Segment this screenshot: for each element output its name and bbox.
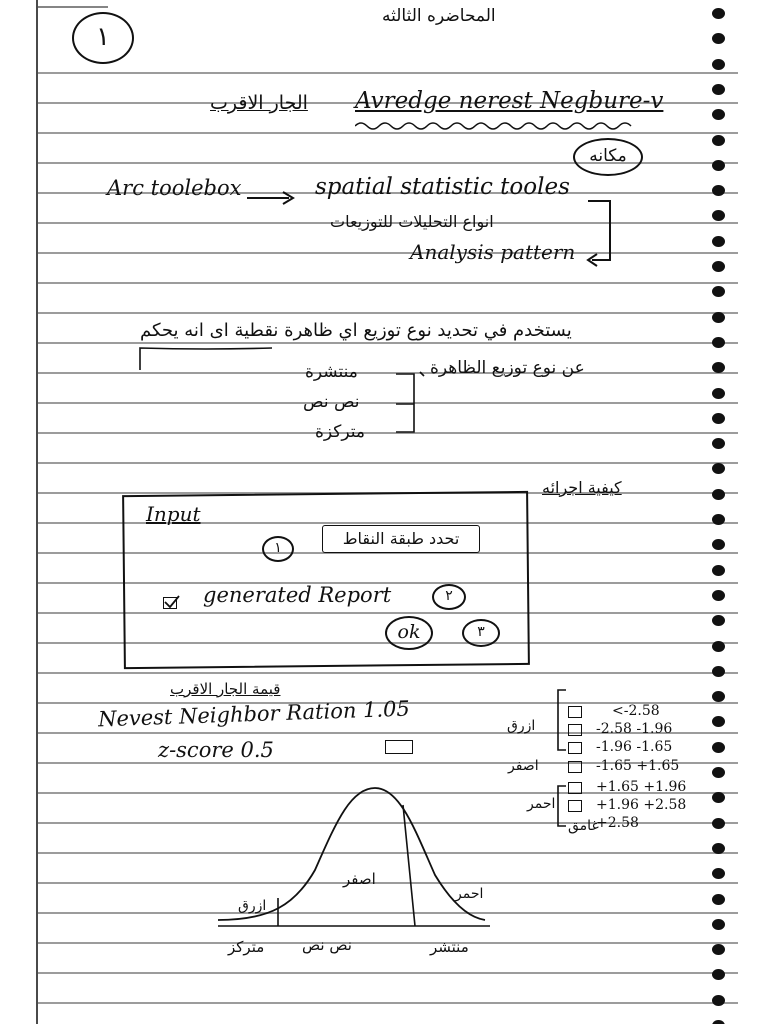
spiral-hole	[712, 995, 725, 1006]
curve-label-left: ازرق	[238, 898, 267, 914]
spiral-hole	[712, 565, 725, 576]
page-number: ١	[72, 12, 134, 64]
analysis-types-note: انواع التحليلات للتوزيعات	[330, 212, 494, 231]
curve-bottom-right: منتشر	[430, 938, 469, 956]
ruled-line	[38, 282, 738, 284]
arc-toolbox-text: Arc toolebox	[107, 176, 242, 200]
usage-line-1: يستخدم في تحديد نوع توزيع اي ظاهرة نقطية اى انه يحكم	[140, 320, 572, 341]
spiral-hole	[712, 109, 725, 120]
ruled-line	[38, 252, 738, 254]
spiral-hole	[712, 236, 725, 247]
legend-swatch	[568, 800, 582, 812]
spiral-hole	[712, 261, 725, 272]
spiral-hole	[712, 1020, 725, 1024]
spiral-hole	[712, 413, 725, 424]
legend-range: +1.65 +1.96	[596, 779, 687, 795]
spiral-hole	[712, 615, 725, 626]
ruled-line	[38, 132, 738, 134]
zscore-text: z-score 0.5	[158, 738, 274, 762]
legend-range: -1.96 -1.65	[596, 739, 673, 755]
step-1-number: ١	[262, 536, 294, 562]
curve-bottom-center: نص نص	[302, 936, 352, 954]
spiral-hole	[712, 84, 725, 95]
dark-note: غامق	[568, 818, 599, 834]
legend-range: +2.58	[596, 815, 639, 831]
title-english: Avredge nerest Negbure-v	[355, 88, 664, 114]
legend-range: +1.96 +2.58	[596, 797, 687, 813]
legend-range: -2.58 -1.96	[596, 721, 673, 737]
spiral-hole	[712, 919, 725, 930]
spiral-hole	[712, 590, 725, 601]
types-bracket-icon	[392, 368, 432, 440]
spiral-hole	[712, 666, 725, 677]
red-label: احمر	[527, 796, 556, 812]
spiral-hole	[712, 185, 725, 196]
spiral-hole	[712, 767, 725, 778]
analysis-pattern-text: Analysis pattern	[410, 240, 576, 264]
spiral-hole	[712, 691, 725, 702]
spatial-tools-text: spatial statistic tooles	[315, 174, 570, 200]
ok-button-sketch: ok	[385, 616, 433, 650]
ruled-line	[38, 72, 738, 74]
step-3-number: ٣	[462, 619, 500, 647]
spiral-hole	[712, 818, 725, 829]
spiral-hole	[712, 868, 725, 879]
spiral-hole	[712, 969, 725, 980]
method-label: كيفية اجرائه	[542, 478, 622, 497]
spiral-hole	[712, 160, 725, 171]
nn-ratio-text: Nevest Neighbor Ration 1.05	[97, 696, 411, 732]
tag-makanah: مكانه	[573, 138, 643, 176]
lecture-header: المحاضره الثالثه	[382, 6, 496, 26]
spiral-hole	[712, 539, 725, 550]
spiral-hole	[712, 716, 725, 727]
ruled-line	[38, 672, 738, 674]
legend-brackets	[546, 688, 570, 838]
usage-line-2: عن نوع توزيع الظاهرة	[430, 358, 585, 378]
ruled-line	[38, 462, 738, 464]
curve-label-right: احمر	[455, 886, 484, 902]
legend-swatch	[568, 742, 582, 754]
margin-line	[36, 0, 38, 1024]
spiral-hole	[712, 59, 725, 70]
spiral-hole	[712, 210, 725, 221]
legend-swatch	[568, 724, 582, 736]
spiral-hole	[712, 641, 725, 652]
spiral-hole	[712, 742, 725, 753]
generated-report-text: generated Report	[203, 583, 392, 607]
ruled-line	[38, 432, 738, 434]
top-rule	[38, 6, 108, 8]
spiral-hole	[712, 514, 725, 525]
spiral-hole	[712, 33, 725, 44]
bracket-arrow-icon	[584, 196, 618, 270]
legend-range: <-2.58	[612, 703, 660, 719]
spiral-hole	[712, 337, 725, 348]
spiral-hole	[712, 135, 725, 146]
curve-bottom-left: متركز	[228, 938, 265, 956]
arrow-right-icon	[245, 186, 297, 206]
ruled-line	[38, 972, 738, 974]
ruled-line	[38, 402, 738, 404]
spiral-hole	[712, 463, 725, 474]
spiral-hole	[712, 438, 725, 449]
underline-usage	[136, 344, 276, 374]
result-value-label: قيمة الجار الاقرب	[170, 680, 281, 698]
blue-label: ازرق	[507, 718, 536, 734]
spiral-hole	[712, 843, 725, 854]
zscore-swatch	[385, 740, 413, 754]
distribution-type-2: نص نص	[303, 392, 360, 412]
ruled-line	[38, 312, 738, 314]
ruled-line	[38, 1002, 738, 1004]
normal-curve-sketch	[210, 780, 510, 940]
input-label: Input	[146, 502, 201, 526]
spiral-hole	[712, 286, 725, 297]
spiral-hole	[712, 792, 725, 803]
distribution-type-3: متركزة	[315, 422, 365, 442]
legend-swatch	[568, 761, 582, 773]
spiral-hole	[712, 388, 725, 399]
legend-swatch	[568, 706, 582, 718]
step-2-number: ٢	[432, 584, 466, 610]
check-mark-icon	[163, 594, 181, 610]
legend-swatch	[568, 782, 582, 794]
wavy-underline	[355, 120, 640, 132]
curve-label-center: اصفر	[343, 870, 376, 888]
distribution-type-1: منتشرة	[305, 362, 358, 382]
ruled-line	[38, 942, 738, 944]
spiral-hole	[712, 312, 725, 323]
spiral-hole	[712, 944, 725, 955]
layer-field: تحدد طبقة النقاط	[322, 525, 480, 553]
spiral-hole	[712, 489, 725, 500]
legend-range: -1.65 +1.65	[596, 758, 680, 774]
spiral-hole	[712, 8, 725, 19]
yellow-label: اصفر	[508, 758, 539, 774]
title-arabic: الجار الاقرب	[210, 92, 308, 114]
spiral-hole	[712, 894, 725, 905]
